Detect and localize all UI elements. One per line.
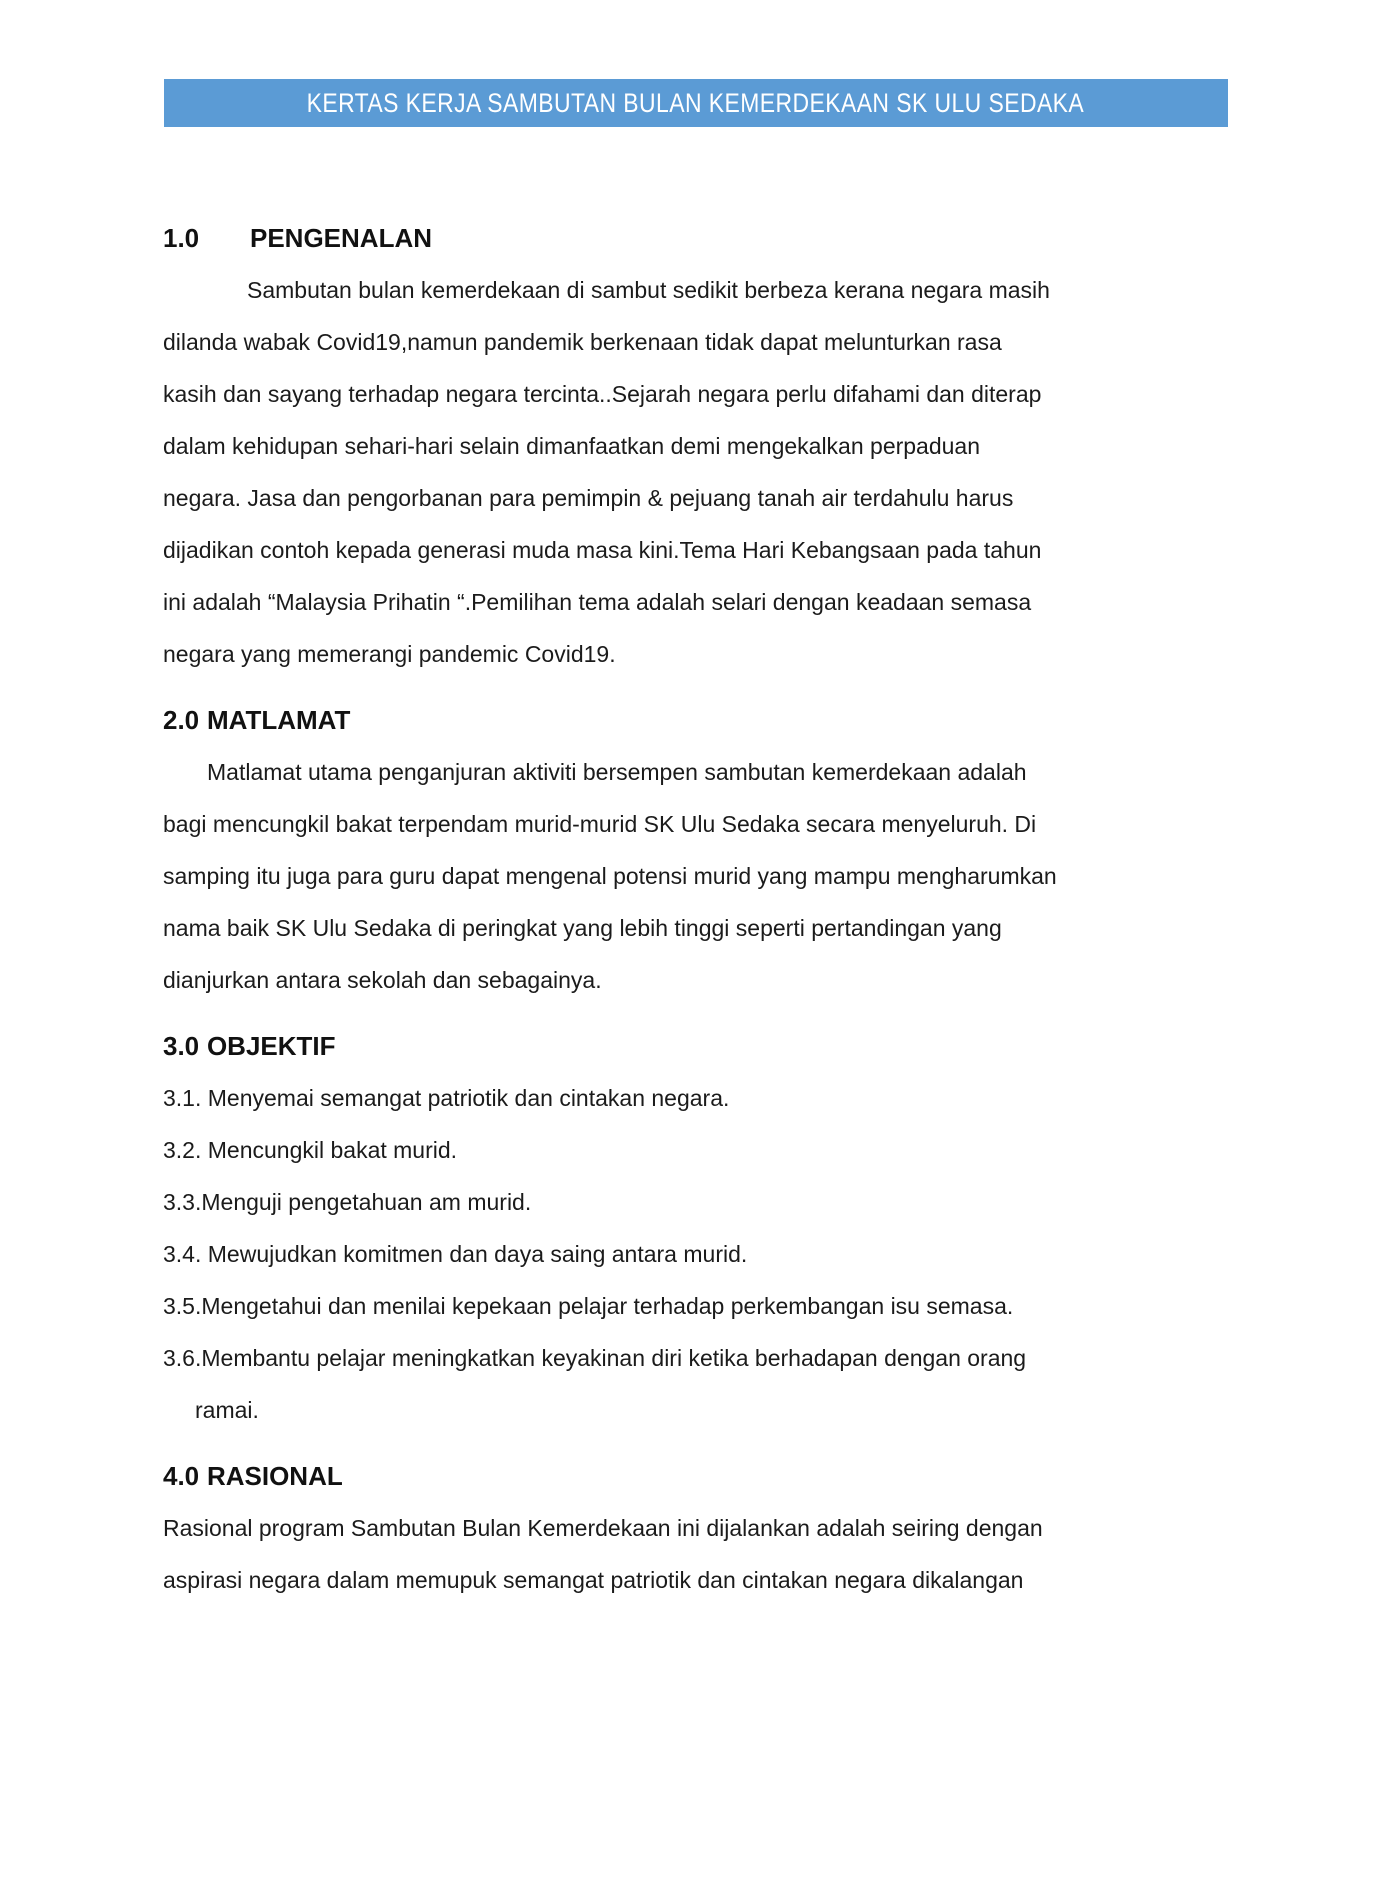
text-line: 3.1. Menyemai semangat patriotik dan cintakan negara. bbox=[163, 1085, 730, 1111]
document-body bbox=[0, 212, 1391, 1606]
heading-number: 2.0 bbox=[163, 705, 200, 735]
document-page bbox=[0, 79, 1391, 1606]
text-line: nama baik SK Ulu Sedaka di peringkat yang lebih tinggi seperti pertandingan yang bbox=[163, 915, 1002, 941]
heading-title: OBJEKTIF bbox=[206, 1031, 336, 1061]
text-line: dianjurkan antara sekolah dan sebagainya. bbox=[163, 967, 602, 993]
text-line: Sambutan bulan kemerdekaan di sambut sedikit berbeza kerana negara masih bbox=[247, 277, 1050, 303]
section-heading-objektif bbox=[163, 1020, 1248, 1072]
text-line: ramai. bbox=[195, 1397, 259, 1423]
header-banner bbox=[164, 79, 1228, 127]
objectives-list bbox=[163, 1072, 1248, 1436]
text-line: samping itu juga para guru dapat mengenal potensi murid yang mampu mengharumkan bbox=[163, 863, 1057, 889]
text-line: dijadikan contoh kepada generasi muda masa kini.Tema Hari Kebangsaan pada tahun bbox=[163, 537, 1042, 563]
paragraph-rasional bbox=[163, 1502, 1248, 1606]
text-line: negara yang memerangi pandemic Covid19. bbox=[163, 641, 616, 667]
text-line: 3.5.Mengetahui dan menilai kepekaan pelajar terhadap perkembangan isu semasa. bbox=[163, 1293, 1014, 1319]
text-line: bagi mencungkil bakat terpendam murid-murid SK Ulu Sedaka secara menyeluruh. Di bbox=[163, 811, 1037, 837]
heading-title: MATLAMAT bbox=[206, 705, 351, 735]
section-heading-rasional bbox=[163, 1450, 1248, 1502]
section-heading-pengenalan bbox=[163, 212, 1248, 264]
text-line: Rasional program Sambutan Bulan Kemerdekaan ini dijalankan adalah seiring dengan bbox=[163, 1515, 1043, 1541]
text-line: dilanda wabak Covid19,namun pandemik berkenaan tidak dapat melunturkan rasa bbox=[163, 329, 1002, 355]
text-line: Matlamat utama penganjuran aktiviti bersempen sambutan kemerdekaan adalah bbox=[207, 759, 1027, 785]
section-heading-matlamat bbox=[163, 694, 1248, 746]
text-line: 3.3.Menguji pengetahuan am murid. bbox=[163, 1189, 532, 1215]
text-line: 3.4. Mewujudkan komitmen dan daya saing antara murid. bbox=[163, 1241, 748, 1267]
heading-title: PENGENALAN bbox=[250, 223, 433, 253]
heading-number: 4.0 bbox=[163, 1461, 200, 1491]
paragraph-pengenalan bbox=[163, 264, 1248, 680]
heading-number: 3.0 bbox=[163, 1031, 200, 1061]
section-objektif bbox=[163, 1020, 1248, 1436]
section-rasional bbox=[163, 1450, 1248, 1606]
text-line: 3.2. Mencungkil bakat murid. bbox=[163, 1137, 458, 1163]
heading-title: RASIONAL bbox=[206, 1461, 343, 1491]
paragraph-matlamat bbox=[163, 746, 1248, 1006]
section-matlamat bbox=[163, 694, 1248, 1006]
text-line: dalam kehidupan sehari-hari selain dimanfaatkan demi mengekalkan perpaduan bbox=[163, 433, 981, 459]
banner-title: KERTAS KERJA SAMBUTAN BULAN KEMERDEKAAN SK ULU SEDAKA bbox=[306, 87, 1085, 118]
section-pengenalan bbox=[163, 212, 1248, 680]
text-line: negara. Jasa dan pengorbanan para pemimpin & pejuang tanah air terdahulu harus bbox=[163, 485, 1014, 511]
text-line: kasih dan sayang terhadap negara tercinta..Sejarah negara perlu difahami dan diterap bbox=[163, 381, 1042, 407]
heading-number: 1.0 bbox=[163, 223, 200, 253]
text-line: aspirasi negara dalam memupuk semangat patriotik dan cintakan negara dikalangan bbox=[163, 1567, 1024, 1593]
text-line: 3.6.Membantu pelajar meningkatkan keyakinan diri ketika berhadapan dengan orang bbox=[163, 1345, 1027, 1371]
text-line: ini adalah “Malaysia Prihatin “.Pemilihan tema adalah selari dengan keadaan semasa bbox=[163, 589, 1032, 615]
